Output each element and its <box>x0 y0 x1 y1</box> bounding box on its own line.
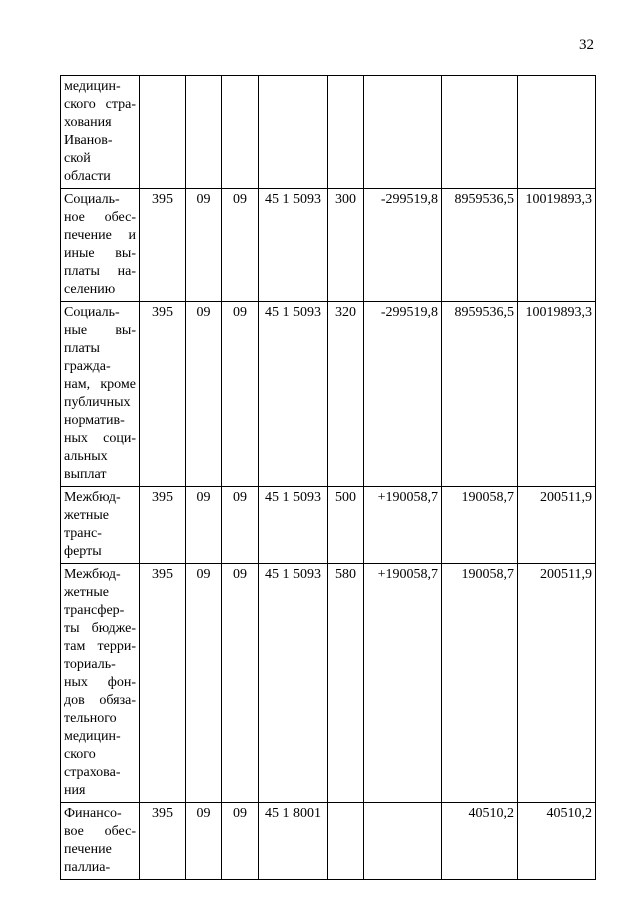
item-name-line: нам, кроме <box>64 377 136 392</box>
item-name-line: Финансо- <box>64 806 122 821</box>
item-name-line: тельного <box>64 711 117 726</box>
item-name-line: выплат <box>64 467 107 482</box>
item-name-line: гражда- <box>64 359 111 374</box>
page-number: 32 <box>579 37 594 53</box>
item-name-line: паллиа- <box>64 860 111 875</box>
subsection-code-cell: 09 <box>222 564 259 803</box>
chapter-code-cell: 395 <box>140 803 186 880</box>
item-name-line: транс- <box>64 526 102 541</box>
item-name-line: области <box>64 169 111 184</box>
chapter-code-cell: 395 <box>140 302 186 487</box>
amount-year-2-cell: 40510,2 <box>518 803 596 880</box>
item-name-cell <box>61 564 140 803</box>
subsection-code-cell: 09 <box>222 302 259 487</box>
subsection-code-cell: 09 <box>222 189 259 302</box>
item-name-line: дов обяза- <box>64 693 136 708</box>
change-amount-cell: -299519,8 <box>364 189 442 302</box>
subsection-code-cell <box>222 76 259 189</box>
item-name-line: хования <box>64 115 112 130</box>
change-amount-cell <box>364 76 442 189</box>
subsection-code-cell: 09 <box>222 487 259 564</box>
change-amount-cell <box>364 803 442 880</box>
item-name-line: трансфер- <box>64 603 125 618</box>
amount-year-1-cell: 8959536,5 <box>442 302 518 487</box>
chapter-code-cell <box>140 76 186 189</box>
item-name-cell <box>61 487 140 564</box>
item-name-line: медицин- <box>64 79 121 94</box>
item-name-line: платы на- <box>64 264 136 279</box>
item-name-line: жетные <box>64 585 109 600</box>
amount-year-2-cell: 10019893,3 <box>518 189 596 302</box>
amount-year-2-cell: 200511,9 <box>518 564 596 803</box>
item-name-line: платы <box>64 341 100 356</box>
item-name-line: ных соци- <box>64 431 136 446</box>
budget-table <box>60 75 596 880</box>
item-name-line: Иванов- <box>64 133 113 148</box>
amount-year-1-cell: 190058,7 <box>442 487 518 564</box>
section-code-cell: 09 <box>186 302 222 487</box>
amount-year-1-cell: 40510,2 <box>442 803 518 880</box>
item-name-line: ное обес- <box>64 210 136 225</box>
item-name-line: ты бюдже- <box>64 621 136 636</box>
section-code-cell: 09 <box>186 189 222 302</box>
change-amount-cell: +190058,7 <box>364 564 442 803</box>
table-row <box>61 487 596 564</box>
target-article-cell <box>259 76 328 189</box>
amount-year-1-cell: 8959536,5 <box>442 189 518 302</box>
item-name-line: печение <box>64 842 112 857</box>
target-article-cell: 45 1 8001 <box>259 803 328 880</box>
item-name-line: ные вы- <box>64 323 136 338</box>
amount-year-1-cell: 190058,7 <box>442 564 518 803</box>
item-name-line: ториаль- <box>64 657 116 672</box>
amount-year-1-cell <box>442 76 518 189</box>
item-name-line: ской <box>64 151 91 166</box>
change-amount-cell: -299519,8 <box>364 302 442 487</box>
chapter-code-cell: 395 <box>140 189 186 302</box>
item-name-line: ского <box>64 747 96 762</box>
amount-year-2-cell: 200511,9 <box>518 487 596 564</box>
item-name-line: ных фон- <box>64 675 136 690</box>
item-name-line: Межбюд- <box>64 567 121 582</box>
section-code-cell: 09 <box>186 803 222 880</box>
item-name-line: публичных <box>64 395 131 410</box>
item-name-line: печение и <box>64 228 136 243</box>
item-name-cell <box>61 302 140 487</box>
change-amount-cell: +190058,7 <box>364 487 442 564</box>
amount-year-2-cell: 10019893,3 <box>518 302 596 487</box>
target-article-cell: 45 1 5093 <box>259 564 328 803</box>
item-name-line: селению <box>64 282 116 297</box>
item-name-cell <box>61 189 140 302</box>
amount-year-2-cell <box>518 76 596 189</box>
target-article-cell: 45 1 5093 <box>259 302 328 487</box>
item-name-cell <box>61 76 140 189</box>
item-name-line: альных <box>64 449 108 464</box>
item-name-line: жетные <box>64 508 109 523</box>
item-name-line: иные вы- <box>64 246 136 261</box>
item-name-line: там терри- <box>64 639 136 654</box>
section-code-cell: 09 <box>186 487 222 564</box>
expense-type-cell: 320 <box>328 302 364 487</box>
chapter-code-cell: 395 <box>140 564 186 803</box>
item-name-line: ферты <box>64 544 102 559</box>
item-name-line: Социаль- <box>64 305 120 320</box>
target-article-cell: 45 1 5093 <box>259 189 328 302</box>
item-name-line: ского стра- <box>64 97 136 112</box>
section-code-cell <box>186 76 222 189</box>
table-row <box>61 302 596 487</box>
expense-type-cell <box>328 803 364 880</box>
expense-type-cell: 500 <box>328 487 364 564</box>
budget-table-body <box>61 76 596 880</box>
item-name-line: ния <box>64 783 86 798</box>
expense-type-cell: 580 <box>328 564 364 803</box>
item-name-line: Межбюд- <box>64 490 121 505</box>
subsection-code-cell: 09 <box>222 803 259 880</box>
item-name-line: вое обес- <box>64 824 136 839</box>
item-name-line: страхова- <box>64 765 121 780</box>
section-code-cell: 09 <box>186 564 222 803</box>
table-row <box>61 803 596 880</box>
item-name-line: норматив- <box>64 413 125 428</box>
table-row <box>61 564 596 803</box>
expense-type-cell <box>328 76 364 189</box>
item-name-line: Социаль- <box>64 192 120 207</box>
item-name-line: медицин- <box>64 729 121 744</box>
table-row <box>61 76 596 189</box>
chapter-code-cell: 395 <box>140 487 186 564</box>
target-article-cell: 45 1 5093 <box>259 487 328 564</box>
expense-type-cell: 300 <box>328 189 364 302</box>
item-name-cell <box>61 803 140 880</box>
table-row <box>61 189 596 302</box>
